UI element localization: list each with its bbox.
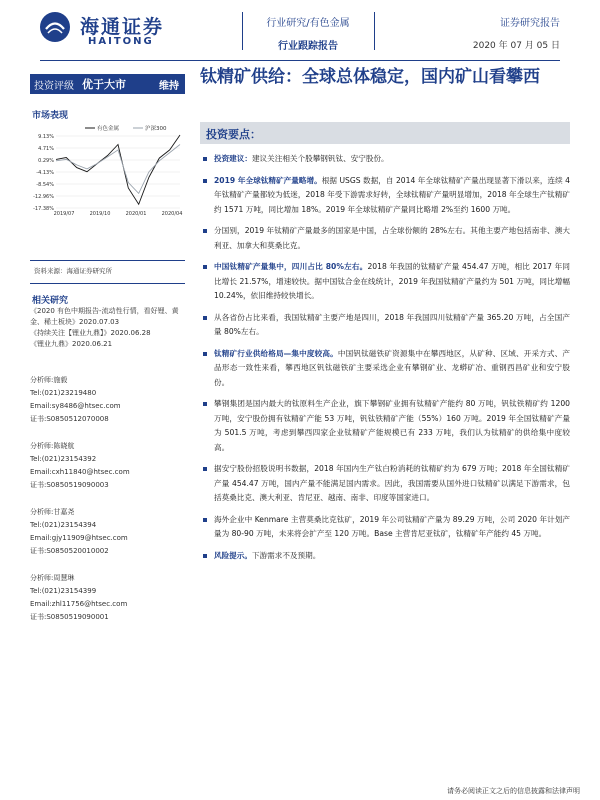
key-point: [202, 347, 570, 391]
related-label: 相关研究: [32, 296, 69, 306]
rating-value: 优于大市: [82, 78, 126, 91]
logo-name-en: HAITONG: [88, 36, 154, 47]
x-tick-label: 2020/01: [125, 211, 147, 217]
report-type: 行业跟踪报告: [278, 41, 338, 52]
y-tick-label: 0.29%: [38, 158, 54, 164]
key-point-body: 从各省份占比来看，我国钛精矿主要产地是四川，2018 年我国四川钛精矿产量 365.20 万吨，占全国产量 80%左右。: [214, 312, 570, 336]
analyst-name: 分析师:陈晓航: [30, 442, 75, 450]
key-points-label: 投资要点：: [206, 128, 261, 141]
rating-bar: [30, 74, 185, 94]
footer-disclaimer: 请务必阅读正文之后的信息披露和法律声明: [447, 787, 580, 795]
analyst-cert: 证书:S0850512070008: [30, 415, 109, 423]
x-tick-label: 2020/04: [161, 211, 183, 217]
key-point: [202, 462, 570, 506]
y-tick-label: -17.38%: [33, 206, 54, 212]
left-divider: [30, 283, 185, 284]
key-point-body: 海外企业中 Kenmare 主营莫桑比克钛矿，2019 年公司钛精矿产量为 89.29 万吨，公司 2020 年计划产量为 80-90 万吨，未来将会扩产至 120 万吨。Base 主营肯尼亚钛矿，钛精矿年产能约 45 万吨。: [214, 514, 570, 538]
rating-change: 维持: [159, 80, 179, 92]
analyst-cert: 证书:S0850519090003: [30, 481, 109, 489]
related-list: [30, 306, 185, 350]
analyst-list: [30, 374, 185, 624]
header-divider: [242, 12, 243, 50]
analyst-cert: 证书:S0850519090001: [30, 613, 109, 621]
key-point-head: 中国钛精矿产量集中，四川占比 80%左右。: [214, 262, 368, 271]
related-item[interactable]: 《持续关注【锂业九鼎】》2020.06.28: [30, 329, 151, 337]
key-point: [202, 311, 570, 340]
logo-emblem-icon: [40, 12, 70, 42]
header-divider: [374, 12, 375, 50]
chart-source: 资料来源：海通证券研究所: [34, 267, 112, 275]
x-tick-label: 2019/07: [53, 211, 75, 217]
key-point: [202, 174, 570, 218]
key-point: [202, 397, 570, 455]
key-point-body: 中国钒钛磁铁矿资源集中在攀西地区，从矿种、区域、开采方式、产品形态一致性来看，攀西地区钒钛磁铁矿主要采选企业有攀钢矿业、龙蟒矿冶、重钢西昌矿业和安宁股份。: [214, 348, 571, 387]
related-item[interactable]: 《2020 有色中期报告-流动性行情，看好锂、黄金、稀土板块》2020.07.03: [30, 307, 179, 326]
logo-name-cn: 海通证券: [80, 16, 165, 38]
y-tick-label: 9.13%: [38, 134, 54, 140]
analyst-name: 分析师:甘嘉尧: [30, 508, 75, 516]
key-point-head: 风险提示。: [214, 550, 252, 560]
x-tick-label: 2019/10: [89, 211, 111, 217]
report-date: 2020 年 07 月 05 日: [472, 41, 560, 51]
analyst-cert: 证书:S0850520010002: [30, 547, 109, 555]
analyst-name: 分析师:施毅: [30, 376, 68, 384]
key-point: [202, 260, 570, 304]
analyst-email[interactable]: Email:cxh11840@htsec.com: [30, 468, 130, 476]
left-divider: [30, 260, 185, 261]
analyst-tel: Tel:(021)23154392: [30, 455, 97, 463]
key-point-head: 投资建议：: [214, 154, 252, 163]
page-title: 钛精矿供给：全球总体稳定，国内矿山看攀西: [200, 67, 540, 87]
header-rule: [40, 60, 560, 61]
rating-label: 投资评级: [34, 80, 74, 92]
analyst-email[interactable]: Email:zhl11756@htsec.com: [30, 600, 128, 608]
key-point-body: 建议关注相关个股攀钢钒钛、安宁股份。: [251, 154, 389, 163]
y-tick-label: 4.71%: [38, 146, 54, 152]
analyst-email[interactable]: Email:gjy11909@htsec.com: [30, 534, 128, 542]
key-point-body: 根据 USGS 数据，自 2014 年全球钛精矿产量出现显著下滑以来，连续 4 年钛精矿产量都较为低迷，2018 年受下游需求好转，全球钛精矿产量明显增加，2018 年全球生产钛精矿约 1571 万吨，同比增加 18%。2019 年全球钛精矿产量同比略增 2%至约 1600 万吨。: [214, 175, 570, 214]
key-point-body: 2018 年我国的钛精矿产量 454.47 万吨，相比 2017 年同比增长 21.57%，增速较快。据中国钛合金在线统计，2019 年我国钛精矿产量约为 501 万吨，同比增幅 10.24%，依旧维持较快增长。: [214, 262, 570, 300]
key-point-body: 分国别，2019 年钛精矿产量最多的国家是中国，占全球份额的 28%左右。其他主要产地包括南非、澳大利亚、加拿大和莫桑比克。: [214, 226, 570, 250]
key-point-head: 2019 年全球钛精矿产量略增。: [214, 175, 322, 185]
analyst-email[interactable]: Email:sy8486@htsec.com: [30, 402, 121, 410]
analyst-tel: Tel:(021)23154394: [30, 521, 97, 529]
key-point: [202, 549, 570, 564]
y-tick-label: -8.54%: [36, 182, 54, 188]
key-point: [202, 513, 570, 542]
key-point: [202, 224, 570, 253]
key-points-list: [202, 152, 570, 570]
market-label: 市场表现: [32, 111, 69, 121]
report-series: 证券研究报告: [500, 18, 560, 29]
y-tick-label: -12.96%: [33, 194, 54, 200]
y-tick-label: -4.13%: [36, 170, 54, 176]
analyst-tel: Tel:(021)23219480: [30, 389, 97, 397]
key-point-body: 攀钢集团是国内最大的钛原料生产企业，旗下攀钢矿业拥有钛精矿产能约 80 万吨，钒钛铁精矿约 1200 万吨，安宁股份拥有钛精矿产能 53 万吨，钒钛铁精矿产能（55%）160 万吨。2019 年全国钛精矿产量为 501.5 万吨，考虑到攀西四家企业钛精矿产能规模已有 233 万吨，我们认为钛精矿的供给集中度较高。: [214, 399, 570, 452]
market-performance-chart: [30, 122, 185, 217]
key-point-body: 下游需求不及预期。: [251, 550, 321, 560]
key-point-head: 钛精矿行业供给格局—集中度较高。: [214, 348, 338, 358]
series-line: [56, 145, 180, 194]
key-point: [202, 152, 570, 167]
key-points-bar: [200, 122, 570, 144]
related-item[interactable]: 《锂业九鼎》2020.06.21: [30, 340, 113, 348]
report-category: 行业研究/有色金属: [266, 18, 350, 29]
series-line: [56, 135, 180, 204]
analyst-name: 分析师:周慧琳: [30, 574, 75, 582]
analyst-tel: Tel:(021)23154399: [30, 587, 97, 595]
key-point-body: 据安宁股份招股说明书数据，2018 年国内生产钛白粉消耗的钛精矿约为 679 万吨；2018 年全国钛精矿产量 454.47 万吨，国内产量不能满足国内需求。因此，我国需要从国外进口钛精矿以满足下游需求，包括莫桑比克、澳大利亚、肯尼亚、越南、南非、印度等国家进口。: [214, 464, 570, 502]
legend-label: 有色金属: [97, 126, 120, 132]
legend-label: 沪深300: [145, 126, 167, 132]
